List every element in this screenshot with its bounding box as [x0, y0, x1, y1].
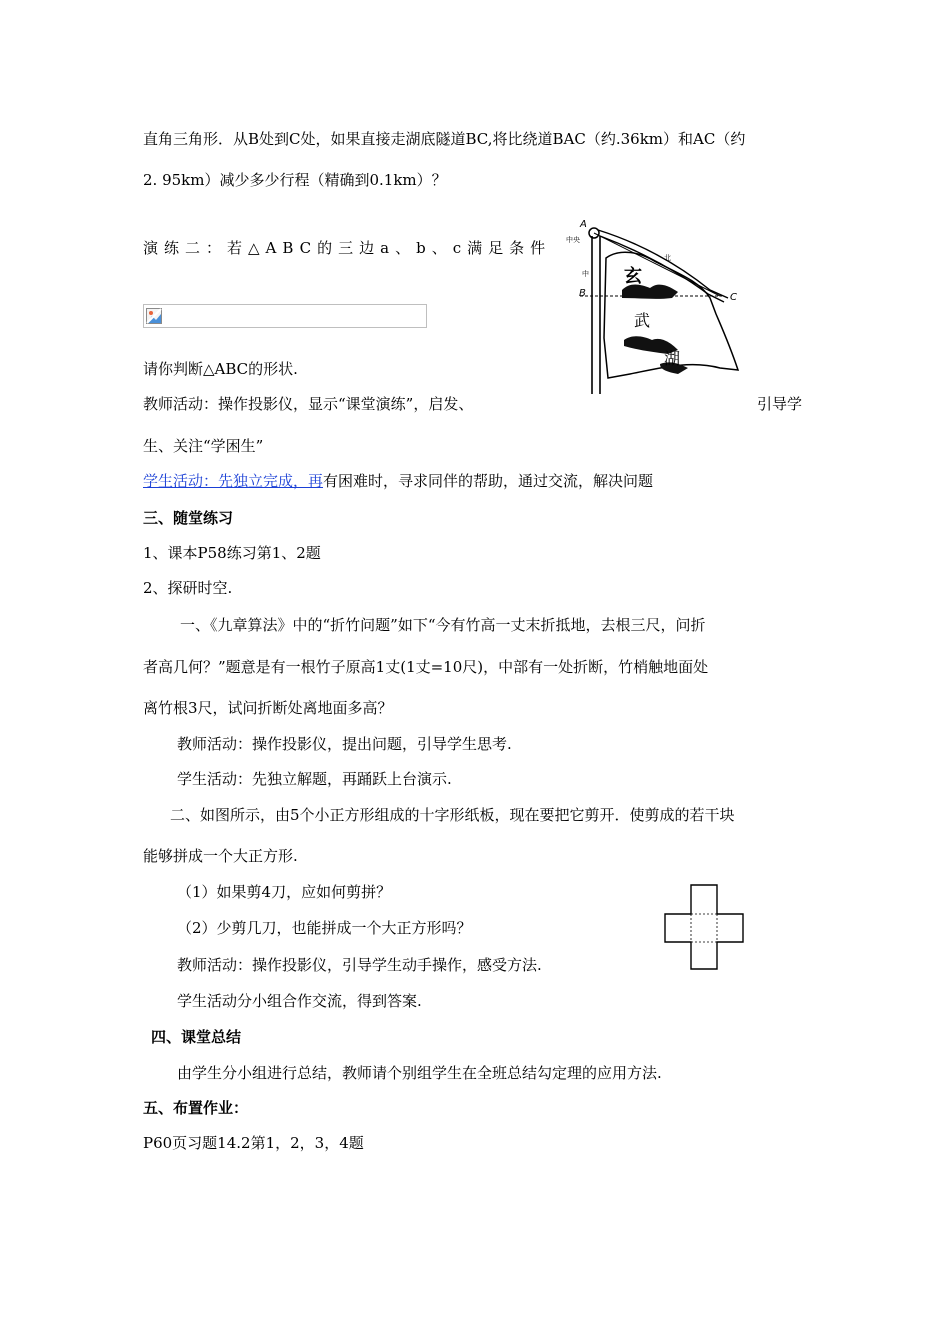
section-heading: 三、随堂练习 [143, 509, 234, 527]
paragraph-line: 离竹根3尺，试问折断处离地面多高？ [143, 699, 393, 717]
teacher-activity-text: 教师活动：操作投影仪，提出问题，引导学生思考. [177, 735, 512, 753]
student-activity-rest: 有困难时，寻求同伴的帮助，通过交流，解决问题 [323, 472, 654, 490]
map-road-label: 中央 [566, 236, 580, 244]
student-activity-link[interactable]: 学生活动：先独立完成，再 [143, 472, 324, 490]
student-activity-text: 学生活动分小组合作交流，得到答案. [177, 992, 422, 1010]
paragraph-line: 二、如图所示，由5个小正方形组成的十字形纸板，现在要把它剪开．使剪成的若干块 [170, 806, 735, 824]
paragraph-line: 直角三角形．从B处到C处，如果直接走湖底隧道BC,将比绕道BAC（约.36km）和AC（约 [143, 130, 746, 148]
map-road-vertical-label: 中 [582, 270, 589, 278]
list-item: 1、课本P58练习第1、2题 [143, 544, 321, 562]
lake-map-figure [560, 218, 744, 394]
paragraph-line: 2. 95km）减少多少行程（精确到0.1km）？ [143, 171, 447, 189]
map-label-c: C [730, 292, 737, 303]
teacher-activity-text: 教师活动：操作投影仪，显示“课堂演练”，启发、 [143, 395, 474, 413]
section-heading: 四、课堂总结 [151, 1028, 242, 1046]
teacher-activity-text: 教师活动：操作投影仪，引导学生动手操作，感受方法. [177, 956, 542, 974]
map-lake-char: 武 [634, 311, 651, 330]
paragraph-line: 者高几何？”题意是有一根竹子原高1丈(1丈=10尺)，中部有一处折断，竹梢触地面处 [143, 658, 709, 676]
map-lake-char: 湖 [664, 349, 681, 368]
paragraph-line: 生、关注“学困生” [143, 437, 264, 455]
section-heading: 五、布置作业： [143, 1099, 249, 1117]
list-item: 2、探研时空. [143, 579, 233, 597]
map-lake-char: 玄 [624, 266, 642, 287]
paragraph-line: 一、《九章算法》中的“折竹问题”如下“今有竹高一丈末折抵地，去根三尺，问折 [180, 616, 706, 634]
paragraph-line: 请你判断△ABC的形状. [143, 360, 298, 378]
sub-question: （2）少剪几刀，也能拼成一个大正方形吗？ [177, 919, 472, 937]
homework-text: P60页习题14.2第1，2，3，4题 [143, 1134, 364, 1152]
paragraph-line: 能够拼成一个大正方形. [143, 847, 298, 865]
student-activity-line [143, 471, 653, 491]
cross-shaped-paper-figure [664, 884, 744, 970]
broken-image-icon [146, 308, 162, 324]
paragraph-line: 由学生分小组进行总结，教师请个别组学生在全班总结勾定理的应用方法. [177, 1064, 662, 1082]
map-road-diagonal-label: 北 [664, 254, 671, 262]
formula-image-placeholder [143, 304, 427, 328]
map-label-a: A [580, 219, 587, 230]
map-label-b: B [579, 288, 586, 299]
teacher-activity-text-right: 引导学 [757, 395, 803, 413]
student-activity-text: 学生活动：先独立解题，再踊跃上台演示. [177, 770, 452, 788]
sub-question: （1）如果剪4刀，应如何剪拼？ [177, 883, 392, 901]
drill-two-text: 演练二：若△ABC的三边a、b、c满足条件 [143, 239, 552, 257]
